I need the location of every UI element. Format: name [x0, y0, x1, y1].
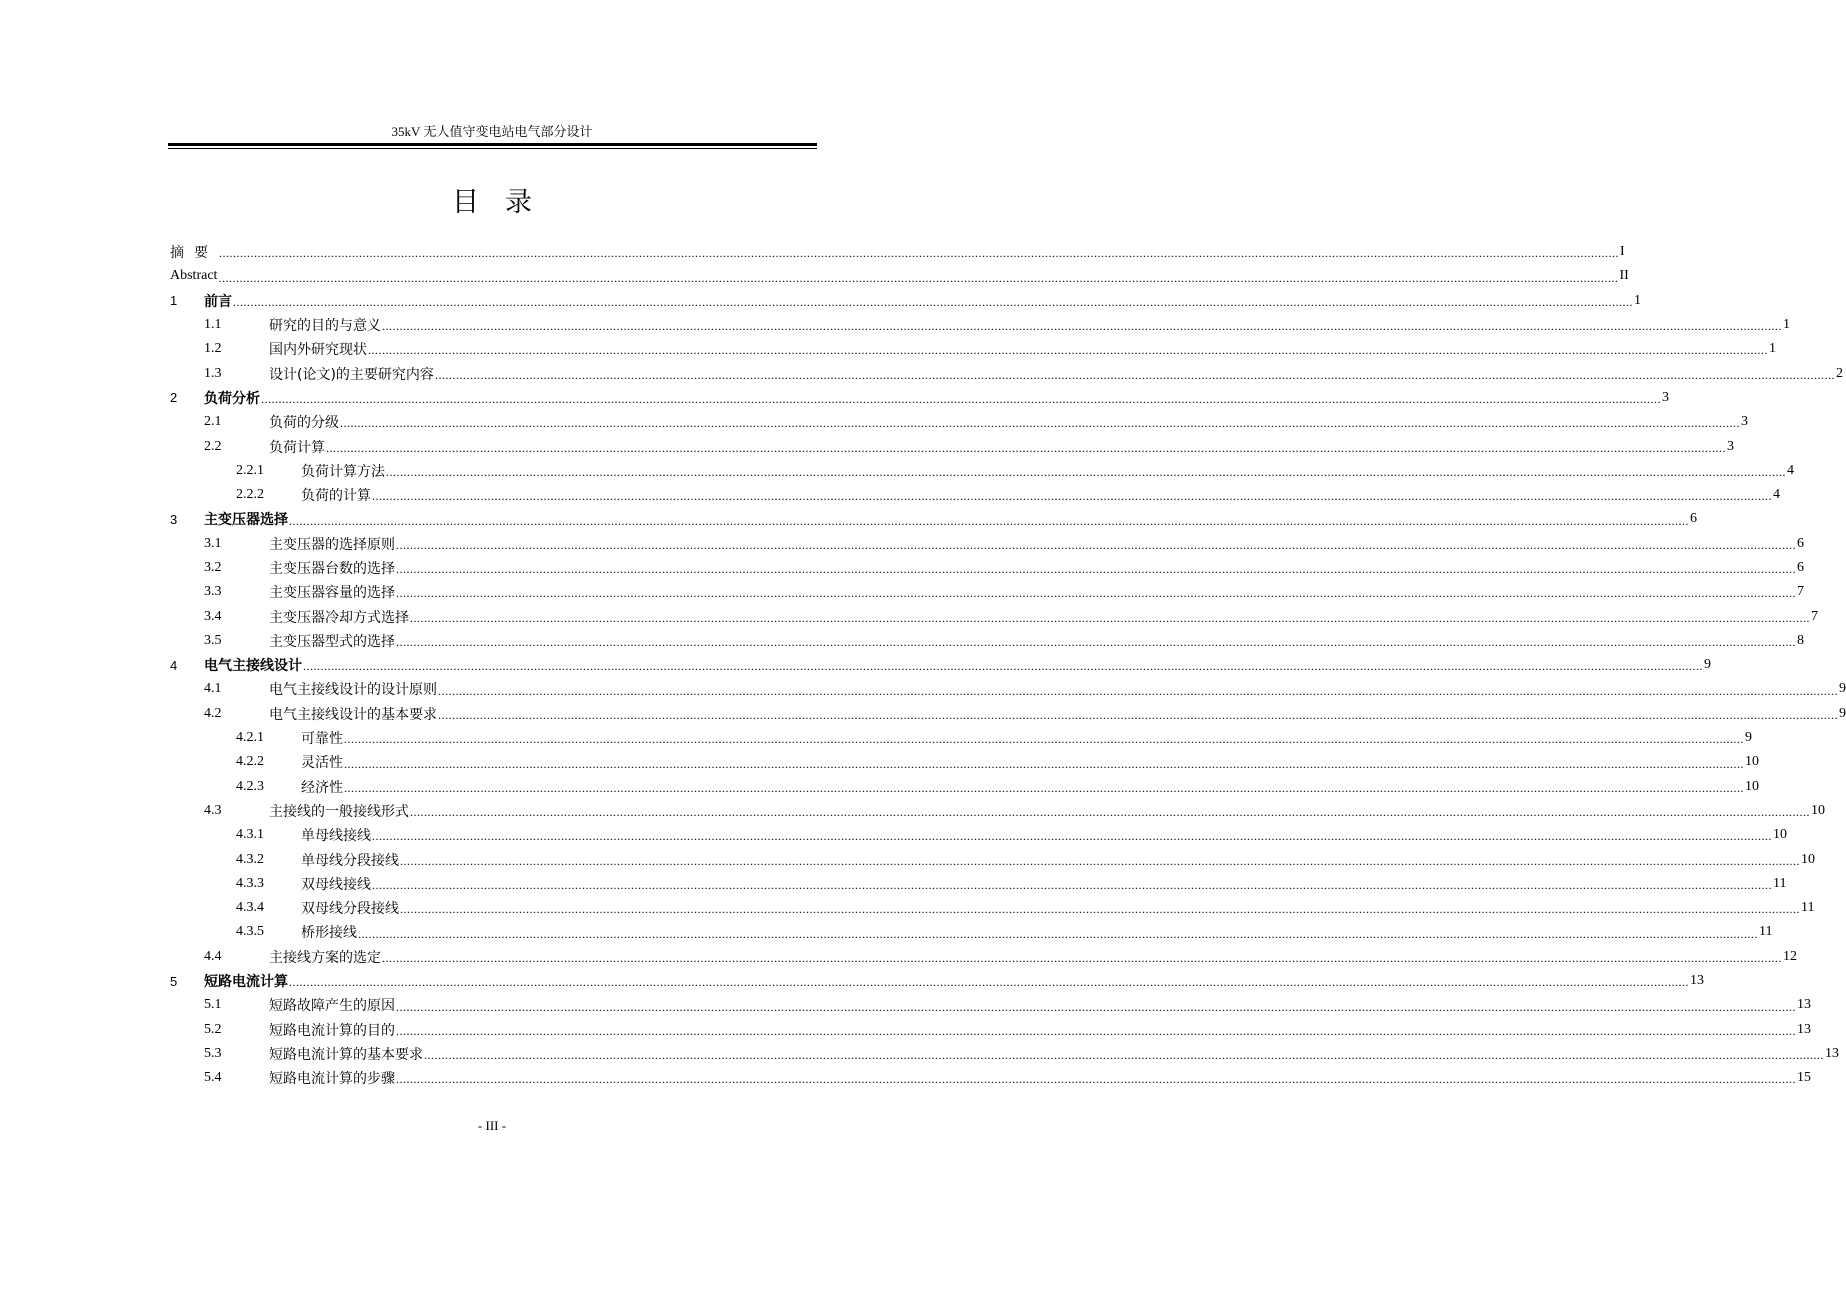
toc-entry[interactable] [170, 532, 1804, 556]
toc-entry-title: 主变压器型式的选择 [269, 633, 395, 650]
toc-entry-title: 主变压器台数的选择 [269, 561, 395, 577]
toc-entry-page: 4 [1773, 487, 1780, 503]
page-title: 目录 [452, 187, 558, 218]
toc-entry-page: 13 [1825, 1045, 1839, 1061]
toc-entry[interactable] [170, 823, 1787, 847]
toc-entry-title: 前言 [204, 293, 232, 310]
toc-entry[interactable] [170, 969, 1704, 993]
toc-entry[interactable] [170, 361, 1843, 385]
toc-entry[interactable] [170, 920, 1773, 944]
toc-entry-page: 6 [1797, 535, 1804, 551]
toc-entry-page: 13 [1797, 1021, 1811, 1037]
toc-entry-title: 短路电流计算 [204, 974, 288, 991]
toc-entry-page: 15 [1797, 1070, 1811, 1086]
dot-leader: ................................................................................................................................................................................................................................................................................................................................................................................................................ [386, 464, 1786, 479]
toc-entry[interactable] [170, 799, 1825, 823]
toc-entry-page: 8 [1797, 632, 1804, 648]
toc-entry[interactable] [170, 750, 1759, 774]
toc-entry[interactable] [170, 434, 1734, 458]
toc-entry[interactable] [170, 775, 1759, 799]
toc-entry-page: 10 [1801, 851, 1815, 867]
toc-entry-title: 主变压器冷却方式选择 [269, 609, 409, 626]
header-rule-thin [168, 148, 817, 149]
toc-entry-title: 设计(论文)的主要研究内容 [269, 366, 434, 383]
header-rule-thick [168, 143, 817, 146]
toc-entry-page: 9 [1839, 705, 1846, 721]
toc-entry-page: 10 [1811, 802, 1825, 818]
dot-leader: ................................................................................................................................................................................................................................................................................................................................................................................................................ [396, 1072, 1796, 1087]
toc-entry-page: 3 [1727, 438, 1734, 454]
toc-entry-title: 主变压器容量的选择 [269, 585, 395, 602]
toc-entry-number: 3.5 [204, 632, 222, 648]
toc-entry-number: 2.2.2 [236, 487, 264, 503]
dot-leader: ................................................................................................................................................................................................................................................................................................................................................................................................................ [303, 659, 1703, 674]
dot-leader: ................................................................................................................................................................................................................................................................................................................................................................................................................ [438, 683, 1838, 698]
toc-entry-number: 4.3.4 [236, 900, 264, 916]
dot-leader: ................................................................................................................................................................................................................................................................................................................................................................................................................ [344, 732, 1744, 747]
toc-entry-page: II [1619, 268, 1629, 284]
toc-entry-number: 4.3.2 [236, 851, 264, 867]
toc-entry-number: 2.2.1 [236, 462, 264, 478]
toc-entry-number: 1.1 [204, 317, 222, 333]
toc-entry-title: Abstract [170, 268, 218, 284]
dot-leader: ................................................................................................................................................................................................................................................................................................................................................................................................................ [326, 440, 1726, 455]
toc-entry-page: 1 [1634, 292, 1641, 308]
toc-entry-number: 4.2.3 [236, 778, 264, 794]
toc-entry[interactable] [170, 459, 1794, 483]
toc-entry-number: 5.3 [204, 1045, 222, 1061]
toc-entry-page: I [1620, 244, 1625, 260]
toc-entry-page: 9 [1704, 657, 1711, 673]
toc-entry[interactable] [170, 872, 1787, 896]
toc-entry[interactable] [170, 702, 1846, 726]
toc-entry-number: 3 [170, 511, 178, 527]
toc-entry-number: 3.1 [204, 535, 222, 551]
toc-entry-title: 主变压器选择 [204, 512, 288, 529]
toc-entry-page: 7 [1811, 608, 1818, 624]
toc-entry-number: 5.1 [204, 997, 222, 1013]
dot-leader: ................................................................................................................................................................................................................................................................................................................................................................................................................ [372, 878, 1772, 893]
toc-entry-title: 单母线分段接线 [301, 852, 399, 869]
toc-entry[interactable] [170, 847, 1815, 871]
toc-entry-number: 2.2 [204, 438, 222, 454]
dot-leader: ................................................................................................................................................................................................................................................................................................................................................................................................................ [396, 586, 1796, 601]
toc-entry[interactable] [170, 629, 1804, 653]
toc-entry-number: 1.2 [204, 341, 222, 357]
toc-entry-number: 4.4 [204, 948, 222, 964]
toc-entry-number: 5.2 [204, 1021, 222, 1037]
toc-entry[interactable] [170, 604, 1818, 628]
toc-entry-title: 短路电流计算的基本要求 [269, 1046, 423, 1063]
toc-entry-title: 电气主接线设计的设计原则 [269, 682, 437, 699]
toc-entry[interactable] [170, 1042, 1839, 1066]
toc-entry-page: 7 [1797, 584, 1804, 600]
toc-entry-page: 1 [1769, 341, 1776, 357]
toc-entry[interactable] [170, 337, 1776, 361]
dot-leader: ................................................................................................................................................................................................................................................................................................................................................................................................................ [218, 270, 1619, 285]
toc-entry-page: 11 [1759, 924, 1773, 940]
dot-leader: ................................................................................................................................................................................................................................................................................................................................................................................................................ [424, 1048, 1824, 1063]
toc-entry[interactable] [170, 507, 1697, 531]
toc-entry[interactable] [170, 264, 1629, 288]
toc-entry[interactable] [170, 1018, 1811, 1042]
toc-entry-number: 2 [170, 390, 178, 406]
dot-leader: ................................................................................................................................................................................................................................................................................................................................................................................................................ [261, 392, 1661, 407]
toc-entry-title: 单母线接线 [301, 828, 371, 845]
toc-entry-title: 研究的目的与意义 [269, 318, 381, 335]
toc-entry-number: 4.3.3 [236, 875, 264, 891]
toc-entry-number: 3.3 [204, 584, 222, 600]
toc-entry[interactable] [170, 677, 1846, 701]
dot-leader: ................................................................................................................................................................................................................................................................................................................................................................................................................ [289, 513, 1689, 528]
toc-entry[interactable] [170, 289, 1641, 313]
toc-entry-number: 4 [170, 657, 178, 673]
toc-entry-title: 负荷计算方法 [301, 463, 385, 480]
toc-entry-page: 4 [1787, 462, 1794, 478]
toc-entry-number: 4.1 [204, 681, 222, 697]
toc-entry[interactable] [170, 386, 1669, 410]
dot-leader: ................................................................................................................................................................................................................................................................................................................................................................................................................ [396, 562, 1796, 577]
toc-entry-title: 主变压器的选择原则 [269, 536, 395, 553]
toc-entry-title: 桥形接线 [301, 925, 357, 942]
dot-leader: ................................................................................................................................................................................................................................................................................................................................................................................................................ [400, 902, 1800, 917]
toc-entry-title: 负荷的分级 [269, 415, 339, 432]
toc-entry[interactable] [170, 1066, 1811, 1090]
toc-entry-number: 4.3.1 [236, 827, 264, 843]
toc-entry[interactable] [170, 483, 1780, 507]
dot-leader: ................................................................................................................................................................................................................................................................................................................................................................................................................ [396, 999, 1796, 1014]
toc-entry-title: 可靠性 [301, 731, 343, 748]
running-header: 35kV 无人值守变电站电气部分设计 [391, 124, 593, 139]
toc-entry[interactable] [170, 410, 1748, 434]
toc-entry-number: 3.2 [204, 560, 222, 575]
toc-entry[interactable] [170, 240, 1625, 264]
dot-leader: ................................................................................................................................................................................................................................................................................................................................................................................................................ [372, 829, 1772, 844]
dot-leader: ................................................................................................................................................................................................................................................................................................................................................................................................................ [368, 343, 1768, 358]
toc-entry-page: 9 [1745, 730, 1752, 746]
dot-leader: ................................................................................................................................................................................................................................................................................................................................................................................................................ [382, 950, 1782, 965]
toc-entry-page: 6 [1797, 560, 1804, 575]
toc-entry-title: 双母线接线 [301, 876, 371, 893]
dot-leader: ................................................................................................................................................................................................................................................................................................................................................................................................................ [396, 537, 1796, 552]
dot-leader: ................................................................................................................................................................................................................................................................................................................................................................................................................ [410, 805, 1810, 820]
toc-entry-page: 10 [1773, 827, 1787, 843]
dot-leader: ................................................................................................................................................................................................................................................................................................................................................................................................................ [233, 294, 1633, 309]
toc-entry[interactable] [170, 945, 1797, 969]
toc-entry-number: 4.2 [204, 705, 222, 721]
toc-entry-title: 主接线的一般接线形式 [269, 803, 409, 820]
toc-entry-title: 摘要 [170, 245, 218, 262]
dot-leader: ................................................................................................................................................................................................................................................................................................................................................................................................................ [434, 367, 1835, 382]
toc-entry-title: 负荷计算 [269, 439, 325, 456]
dot-leader: ................................................................................................................................................................................................................................................................................................................................................................................................................ [438, 707, 1838, 722]
toc-entry-page: 9 [1839, 681, 1846, 697]
dot-leader: ................................................................................................................................................................................................................................................................................................................................................................................................................ [219, 246, 1619, 261]
dot-leader: ................................................................................................................................................................................................................................................................................................................................................................................................................ [396, 635, 1796, 650]
page-number: - III - [477, 1118, 507, 1133]
toc-entry-title: 短路故障产生的原因 [269, 998, 395, 1015]
toc-entry[interactable] [170, 726, 1752, 750]
toc-entry-title: 负荷的计算 [301, 488, 371, 505]
toc-entry-number: 4.3.5 [236, 924, 264, 940]
toc-entry-page: 1 [1783, 317, 1790, 333]
table-of-contents [170, 240, 1846, 1090]
toc-entry-title: 国内外研究现状 [269, 342, 367, 359]
toc-entry-title: 电气主接线设计的基本要求 [269, 706, 437, 723]
toc-entry[interactable] [170, 580, 1804, 604]
dot-leader: ................................................................................................................................................................................................................................................................................................................................................................................................................ [382, 319, 1782, 334]
toc-entry-number: 1 [170, 293, 178, 309]
toc-entry-number: 5.4 [204, 1070, 222, 1086]
toc-entry-page: 10 [1745, 778, 1759, 794]
toc-entry[interactable] [170, 653, 1711, 677]
toc-entry-page: 10 [1745, 754, 1759, 770]
toc-entry-title: 经济性 [301, 779, 343, 796]
toc-entry-page: 6 [1690, 511, 1697, 527]
dot-leader: ................................................................................................................................................................................................................................................................................................................................................................................................................ [340, 416, 1740, 431]
dot-leader: ................................................................................................................................................................................................................................................................................................................................................................................................................ [372, 489, 1772, 504]
toc-entry[interactable] [170, 313, 1790, 337]
toc-entry-number: 5 [170, 973, 178, 989]
toc-entry-page: 13 [1690, 973, 1704, 989]
dot-leader: ................................................................................................................................................................................................................................................................................................................................................................................................................ [410, 610, 1810, 625]
dot-leader: ................................................................................................................................................................................................................................................................................................................................................................................................................ [344, 756, 1744, 771]
toc-entry-page: 13 [1797, 997, 1811, 1013]
toc-entry-title: 主接线方案的选定 [269, 949, 381, 966]
toc-entry-title: 电气主接线设计 [204, 658, 302, 675]
dot-leader: ................................................................................................................................................................................................................................................................................................................................................................................................................ [289, 975, 1689, 990]
toc-entry-title: 双母线分段接线 [301, 901, 399, 918]
toc-entry-page: 11 [1773, 875, 1787, 891]
toc-entry-title: 短路电流计算的目的 [269, 1022, 395, 1039]
toc-entry[interactable] [170, 993, 1811, 1017]
toc-entry-number: 4.2.1 [236, 730, 264, 746]
toc-entry-page: 11 [1801, 900, 1815, 916]
toc-entry-title: 灵活性 [301, 755, 343, 772]
toc-entry-title: 负荷分析 [204, 390, 260, 407]
toc-entry-page: 3 [1662, 389, 1669, 405]
toc-entry-number: 4.2.2 [236, 754, 264, 770]
toc-entry-title: 短路电流计算的步骤 [269, 1071, 395, 1088]
toc-entry-number: 4.3 [204, 802, 222, 818]
toc-entry[interactable] [170, 896, 1815, 920]
toc-entry-page: 12 [1783, 948, 1797, 964]
toc-entry[interactable] [170, 556, 1804, 580]
toc-entry-number: 1.3 [204, 365, 222, 381]
toc-entry-page: 2 [1835, 365, 1843, 381]
dot-leader: ................................................................................................................................................................................................................................................................................................................................................................................................................ [358, 926, 1758, 941]
dot-leader: ................................................................................................................................................................................................................................................................................................................................................................................................................ [344, 780, 1744, 795]
dot-leader: ................................................................................................................................................................................................................................................................................................................................................................................................................ [396, 1023, 1796, 1038]
dot-leader: ................................................................................................................................................................................................................................................................................................................................................................................................................ [400, 853, 1800, 868]
toc-entry-page: 3 [1741, 414, 1748, 430]
toc-entry-number: 3.4 [204, 608, 222, 624]
toc-entry-number: 2.1 [204, 414, 222, 430]
